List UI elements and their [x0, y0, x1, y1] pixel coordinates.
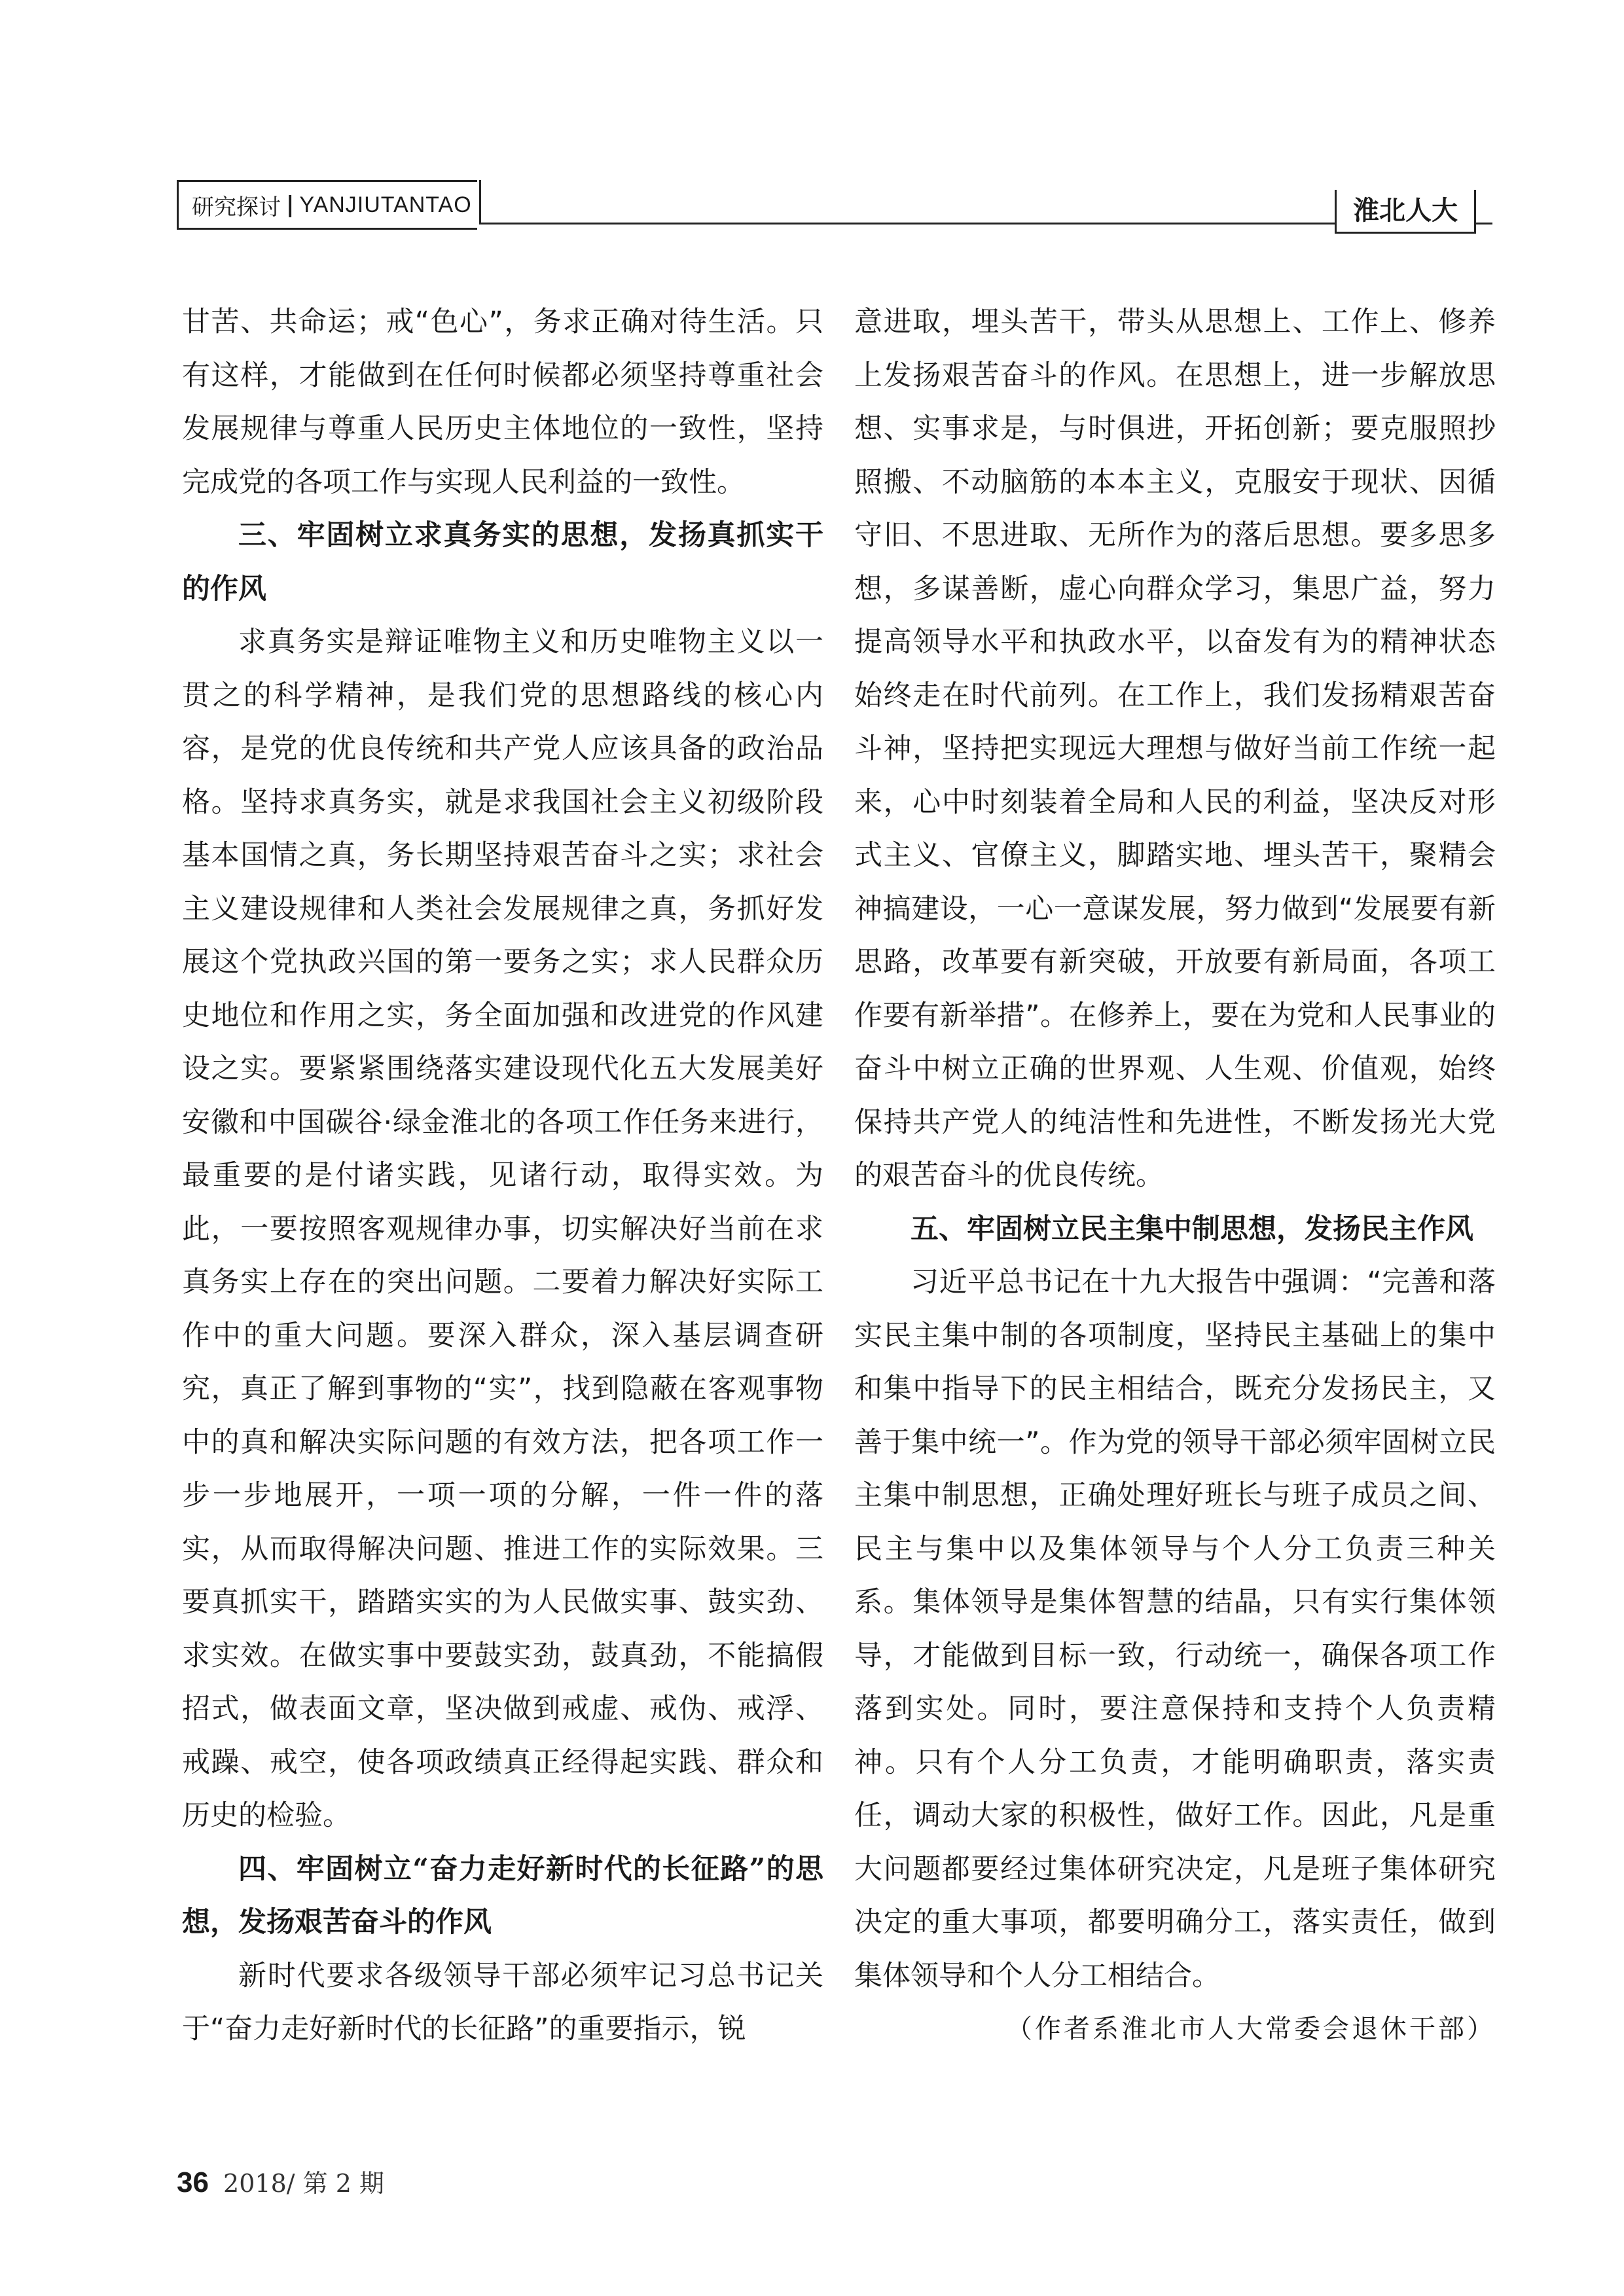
section-separator: |: [286, 192, 295, 218]
paragraph: 甘苦、共命运；戒“色心”，务求正确对待生活。只有这样，才能做到在任何时候都必须坚持尊重社会发展规律与尊重人民历史主体地位的一致性，坚持完成党的各项工作与实现人民利益的一致性。: [182, 306, 823, 499]
section-title-cn: 研究探讨: [192, 194, 281, 221]
page-footer: [177, 2163, 384, 2199]
journal-name: 淮北人大: [1335, 190, 1476, 234]
page-number: 36: [177, 2166, 209, 2198]
header-divider: [479, 180, 481, 224]
section-heading-3: 三、牢固树立求真务实的思想，发扬真抓实干的作风: [182, 519, 823, 605]
left-column: [182, 296, 823, 2056]
author-byline: （作者系淮北市人大常委会退休干部）: [1006, 2014, 1496, 2044]
section-heading-4: 四、牢固树立“奋力走好新时代的长征路”的思想，发扬艰苦奋斗的作风: [182, 1852, 823, 1939]
paragraph: 求真务实是辩证唯物主义和历史唯物主义以一贯之的科学精神，是我们党的思想路线的核心内容，是党的优良传统和共产党人应该具备的政治品格。坚持求真务实，就是求我国社会主义初级阶段基本国情之真，务长期坚持艰苦奋斗之实；求社会主义建设规律和人类社会发展规律之真，务抓好发展这个党执政兴国的第一要务之实；求人民群众历史地位和作用之实，务全面加强和改进党的作风建设之实。要紧紧围绕落实建设现代化五大发展美好安徽和中国碳谷·绿金淮北的各项工作任务来进行，最重要的是付诸实践，见诸行动，取得实效。为此，一要按照客观规律办事，切实解决好当前在求真务实上存在的突出问题。二要着力解决好实际工作中的重大问题。要深入群众，深入基层调查研究，真正了解到事物的“实”，找到隐蔽在客观事物中的真和解决实际问题的有效方法，把各项工作一步一步地展开，一项一项的分解，一件一件的落实，从而取得解决问题、推进工作的实际效果。三要真抓实干，踏踏实实的为人民做实事、鼓实劲、求实效。在做实事中要鼓实劲，鼓真劲，不能搞假招式，做表面文章，坚决做到戒虚、戒伪、戒浮、戒躁、戒空，使各项政绩真正经得起实践、群众和历史的检验。: [182, 626, 823, 1832]
right-column: [854, 296, 1496, 2056]
section-title-en: YANJIUTANTAO: [299, 192, 472, 217]
paragraph: 习近平总书记在十九大报告中强调：“完善和落实民主集中制的各项制度，坚持民主基础上的集中和集中指导下的民主相结合，既充分发扬民主，又善于集中统一”。作为党的领导干部必须牢固树立民主集中制思想，正确处理好班长与班子成员之间、民主与集中以及集体领导与个人分工负责三种关系。集体领导是集体智慧的结晶，只有实行集体领导，才能做到目标一致，行动统一，确保各项工作落到实处。同时，要注意保持和支持个人负责精神。只有个人分工负责，才能明确职责，落实责任，调动大家的积极性，做好工作。因此，凡是重大问题都要经过集体研究决定，凡是班子集体研究决定的重大事项，都要明确分工，落实责任，做到集体领导和个人分工相结合。: [854, 1266, 1496, 1992]
section-header: [177, 180, 477, 230]
paragraph: 意进取，埋头苦干，带头从思想上、工作上、修养上发扬艰苦奋斗的作风。在思想上，进一步解放思想、实事求是，与时俱进，开拓创新；要克服照抄照搬、不动脑筋的本本主义，克服安于现状、因循守旧、不思进取、无所作为的落后思想。要多思多想，多谋善断，虚心向群众学习，集思广益，努力提高领导水平和执政水平，以奋发有为的精神状态始终走在时代前列。在工作上，我们发扬精艰苦奋斗神，坚持把实现远大理想与做好当前工作统一起来，心中时刻装着全局和人民的利益，坚决反对形式主义、官僚主义，脚踏实地、埋头苦干，聚精会神搞建设，一心一意谋发展，努力做到“发展要有新思路，改革要有新突破，开放要有新局面，各项工作要有新举措”。在修养上，要在为党和人民事业的奋斗中树立正确的世界观、人生观、价值观，始终保持共产党人的纯洁性和先进性，不断发扬光大党的艰苦奋斗的优良传统。: [854, 306, 1496, 1192]
issue-label: 2018/ 第 2 期: [223, 2169, 384, 2198]
paragraph: 新时代要求各级领导干部必须牢记习总书记关于“奋力走好新时代的长征路”的重要指示，锐: [182, 1959, 823, 2045]
section-heading-5: 五、牢固树立民主集中制思想，发扬民主作风: [911, 1212, 1473, 1246]
